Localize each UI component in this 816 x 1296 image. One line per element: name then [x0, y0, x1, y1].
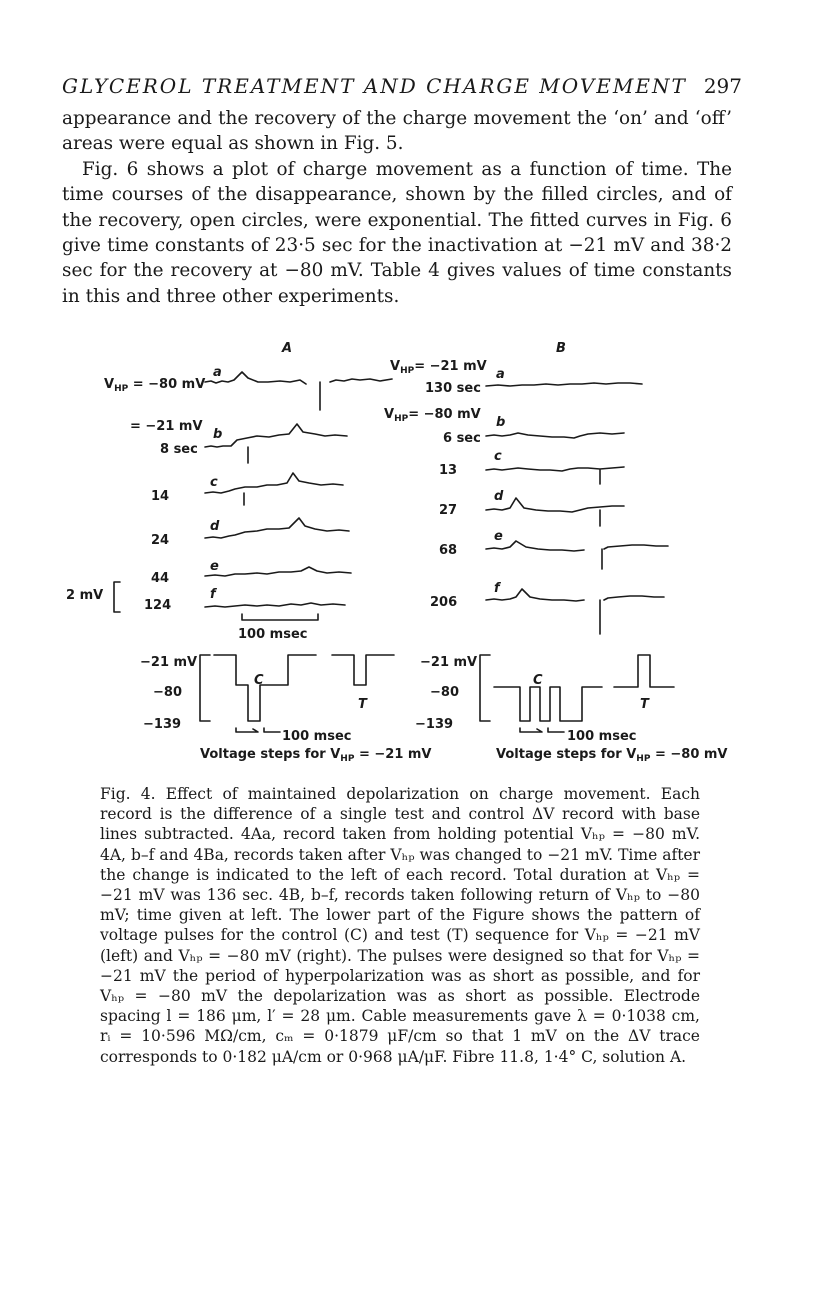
panel-b-vhp-initial: $V_{HP}= -21$ mV [390, 359, 487, 376]
panel-b-time-a: 130 sec [425, 381, 481, 396]
panel-a-pulse-c-label: C [254, 673, 264, 688]
panel-b-letter-e: e [494, 529, 503, 544]
panel-a-control-pulse [214, 655, 316, 721]
panel-a-pulse-level-1: −21 mV [140, 655, 198, 670]
panel-a-letter-d: d [210, 519, 220, 534]
panel-a-trace-f [205, 603, 345, 607]
panel-a-vhp-symbol: $V_{HP} = -80$ mV [104, 377, 206, 394]
panel-a-pulse-level-2: −80 [153, 685, 182, 700]
panel-a-test-pulse [332, 655, 394, 685]
running-title: GLYCEROL TREATMENT AND CHARGE MOVEMENT [62, 74, 687, 98]
panel-a-time-f: 124 [144, 598, 172, 613]
panel-a-trace-d [205, 518, 349, 538]
panel-b-trace-a [486, 383, 642, 386]
panel-a-time-c: 14 [151, 489, 170, 504]
panel-a-trace-e [205, 567, 351, 576]
panel-a-pulse-bracket [200, 655, 210, 721]
panel-b-pulse-c-label: C [533, 673, 543, 688]
panel-b-letter-c: c [494, 449, 502, 464]
panel-a-pulse-t-label: T [358, 697, 367, 712]
panel-b-pulse-level-2: −80 [430, 685, 459, 700]
panel-b-pulse-level-1: −21 mV [420, 655, 478, 670]
panel-a-trace-a [205, 372, 392, 410]
panel-b-pulse-level-3: −139 [415, 717, 454, 732]
panel-b-trace-b [486, 433, 624, 438]
panel-b-control-pulse [494, 687, 602, 721]
panel-b-trace-d [486, 498, 624, 526]
panel-b-pulse-t-label: T [640, 697, 649, 712]
panel-a-trace-c [205, 473, 343, 505]
panel-b-vhp-changed: $V_{HP}= -80$ mV [384, 407, 481, 424]
panel-b-label: B [556, 341, 566, 356]
panel-b-trace-c [486, 467, 624, 484]
body-text [62, 106, 732, 309]
panel-b-time-b: 6 sec [443, 431, 481, 446]
panel-a-vhp-changed: = −21 mV [130, 419, 203, 434]
page-number: 297 [703, 74, 742, 98]
panel-b-letter-f: f [494, 581, 500, 596]
panel-a-time-b: 8 sec [160, 442, 198, 457]
panel-a-time-scale-label: 100 msec [238, 627, 308, 642]
running-header [62, 74, 742, 104]
panel-b-time-c: 13 [439, 463, 458, 478]
figure-4 [0, 330, 816, 770]
panel-a-pulse-scale-bar [236, 728, 280, 732]
panel-b-voltage-caption: Voltage steps for $V_{HP} = -80$ mV [496, 747, 728, 764]
panel-a-time-e: 44 [151, 571, 170, 586]
panel-a-label: A [282, 341, 293, 356]
panel-a-letter-c: c [210, 475, 218, 490]
panel-a-time-d: 24 [151, 533, 170, 548]
panel-a-trace-b [205, 424, 347, 463]
panel-a-letter-f: f [210, 587, 216, 602]
panel-b-time-f: 206 [430, 595, 458, 610]
panel-a-letter-b: b [213, 427, 223, 442]
voltage-scale-label: 2 mV [66, 588, 104, 603]
panel-b-pulse-scale-bar [520, 728, 564, 732]
panel-a-pulse-scale-label: 100 msec [282, 729, 352, 744]
panel-a-time-scale-bar [242, 614, 318, 620]
panel-a-voltage-caption: Voltage steps for $V_{HP} = -21$ mV [200, 747, 432, 764]
panel-a-letter-a: a [213, 365, 222, 380]
panel-b-trace-f [486, 589, 664, 634]
figure-4-graphic [0, 330, 816, 770]
panel-a-pulse-level-3: −139 [143, 717, 182, 732]
panel-b-letter-d: d [494, 489, 504, 504]
figure-caption-text: Fig. 4. Effect of maintained depolarization on charge movement. Each record is the difference of a single test and control ΔV record with base lines subtracted. 4Aa, record taken from holding potential Vₕₚ = −80 mV. 4A, b–f and 4Ba, records taken after Vₕₚ was changed to −21 mV. Time after the change is indicated to the left of each record. Total duration at Vₕₚ = −21 mV was 136 sec. 4B, b–f, records taken following return of Vₕₚ to −80 mV; time given at left. The lower part of the Figure shows the pattern of voltage pulses for the control (C) and test (T) sequence for Vₕₚ = −21 mV (left) and Vₕₚ = −80 mV (right). The pulses were designed so that for Vₕₚ = −21 mV the period of hyperpolarization was as short as possible, and for Vₕₚ = −80 mV the depolarization was as short as possible. Electrode spacing l = 186 μm, l′ = 28 μm. Cable measurements gave λ = 0·1038 cm, rᵢ = 10·596 MΩ/cm, cₘ = 0·1879 μF/cm so that 1 mV on the ΔV trace corresponds to 0·182 μA/cm or 0·968 μA/μF. Fibre 11.8, 1·4° C, solution A. [100, 785, 700, 1066]
panel-b-test-pulse [614, 655, 674, 687]
panel-b-pulse-bracket [480, 655, 490, 721]
body-paragraph-1: appearance and the recovery of the charge movement the ‘on’ and ‘off’ areas were equal as shown in Fig. 5. [62, 108, 732, 155]
figure-caption [100, 784, 700, 1067]
panel-a-letter-e: e [210, 559, 219, 574]
panel-b-letter-b: b [496, 415, 506, 430]
panel-b-time-d: 27 [439, 503, 458, 518]
panel-b-trace-e [486, 541, 668, 569]
panel-b-pulse-scale-label: 100 msec [567, 729, 637, 744]
body-paragraph-2: Fig. 6 shows a plot of charge movement as a function of time. The time courses of the disappearance, shown by the filled circles, and of the recovery, open circles, were exponential. The fitted curves in Fig. 6 give time constants of 23·5 sec for the inactivation at −21 mV and 38·2 sec for the recovery at −80 mV. Table 4 gives values of time constants in this and three other experiments. [62, 158, 732, 307]
panel-b-letter-a: a [496, 367, 505, 382]
panel-b-time-e: 68 [439, 543, 458, 558]
voltage-scale-bracket [114, 582, 120, 612]
